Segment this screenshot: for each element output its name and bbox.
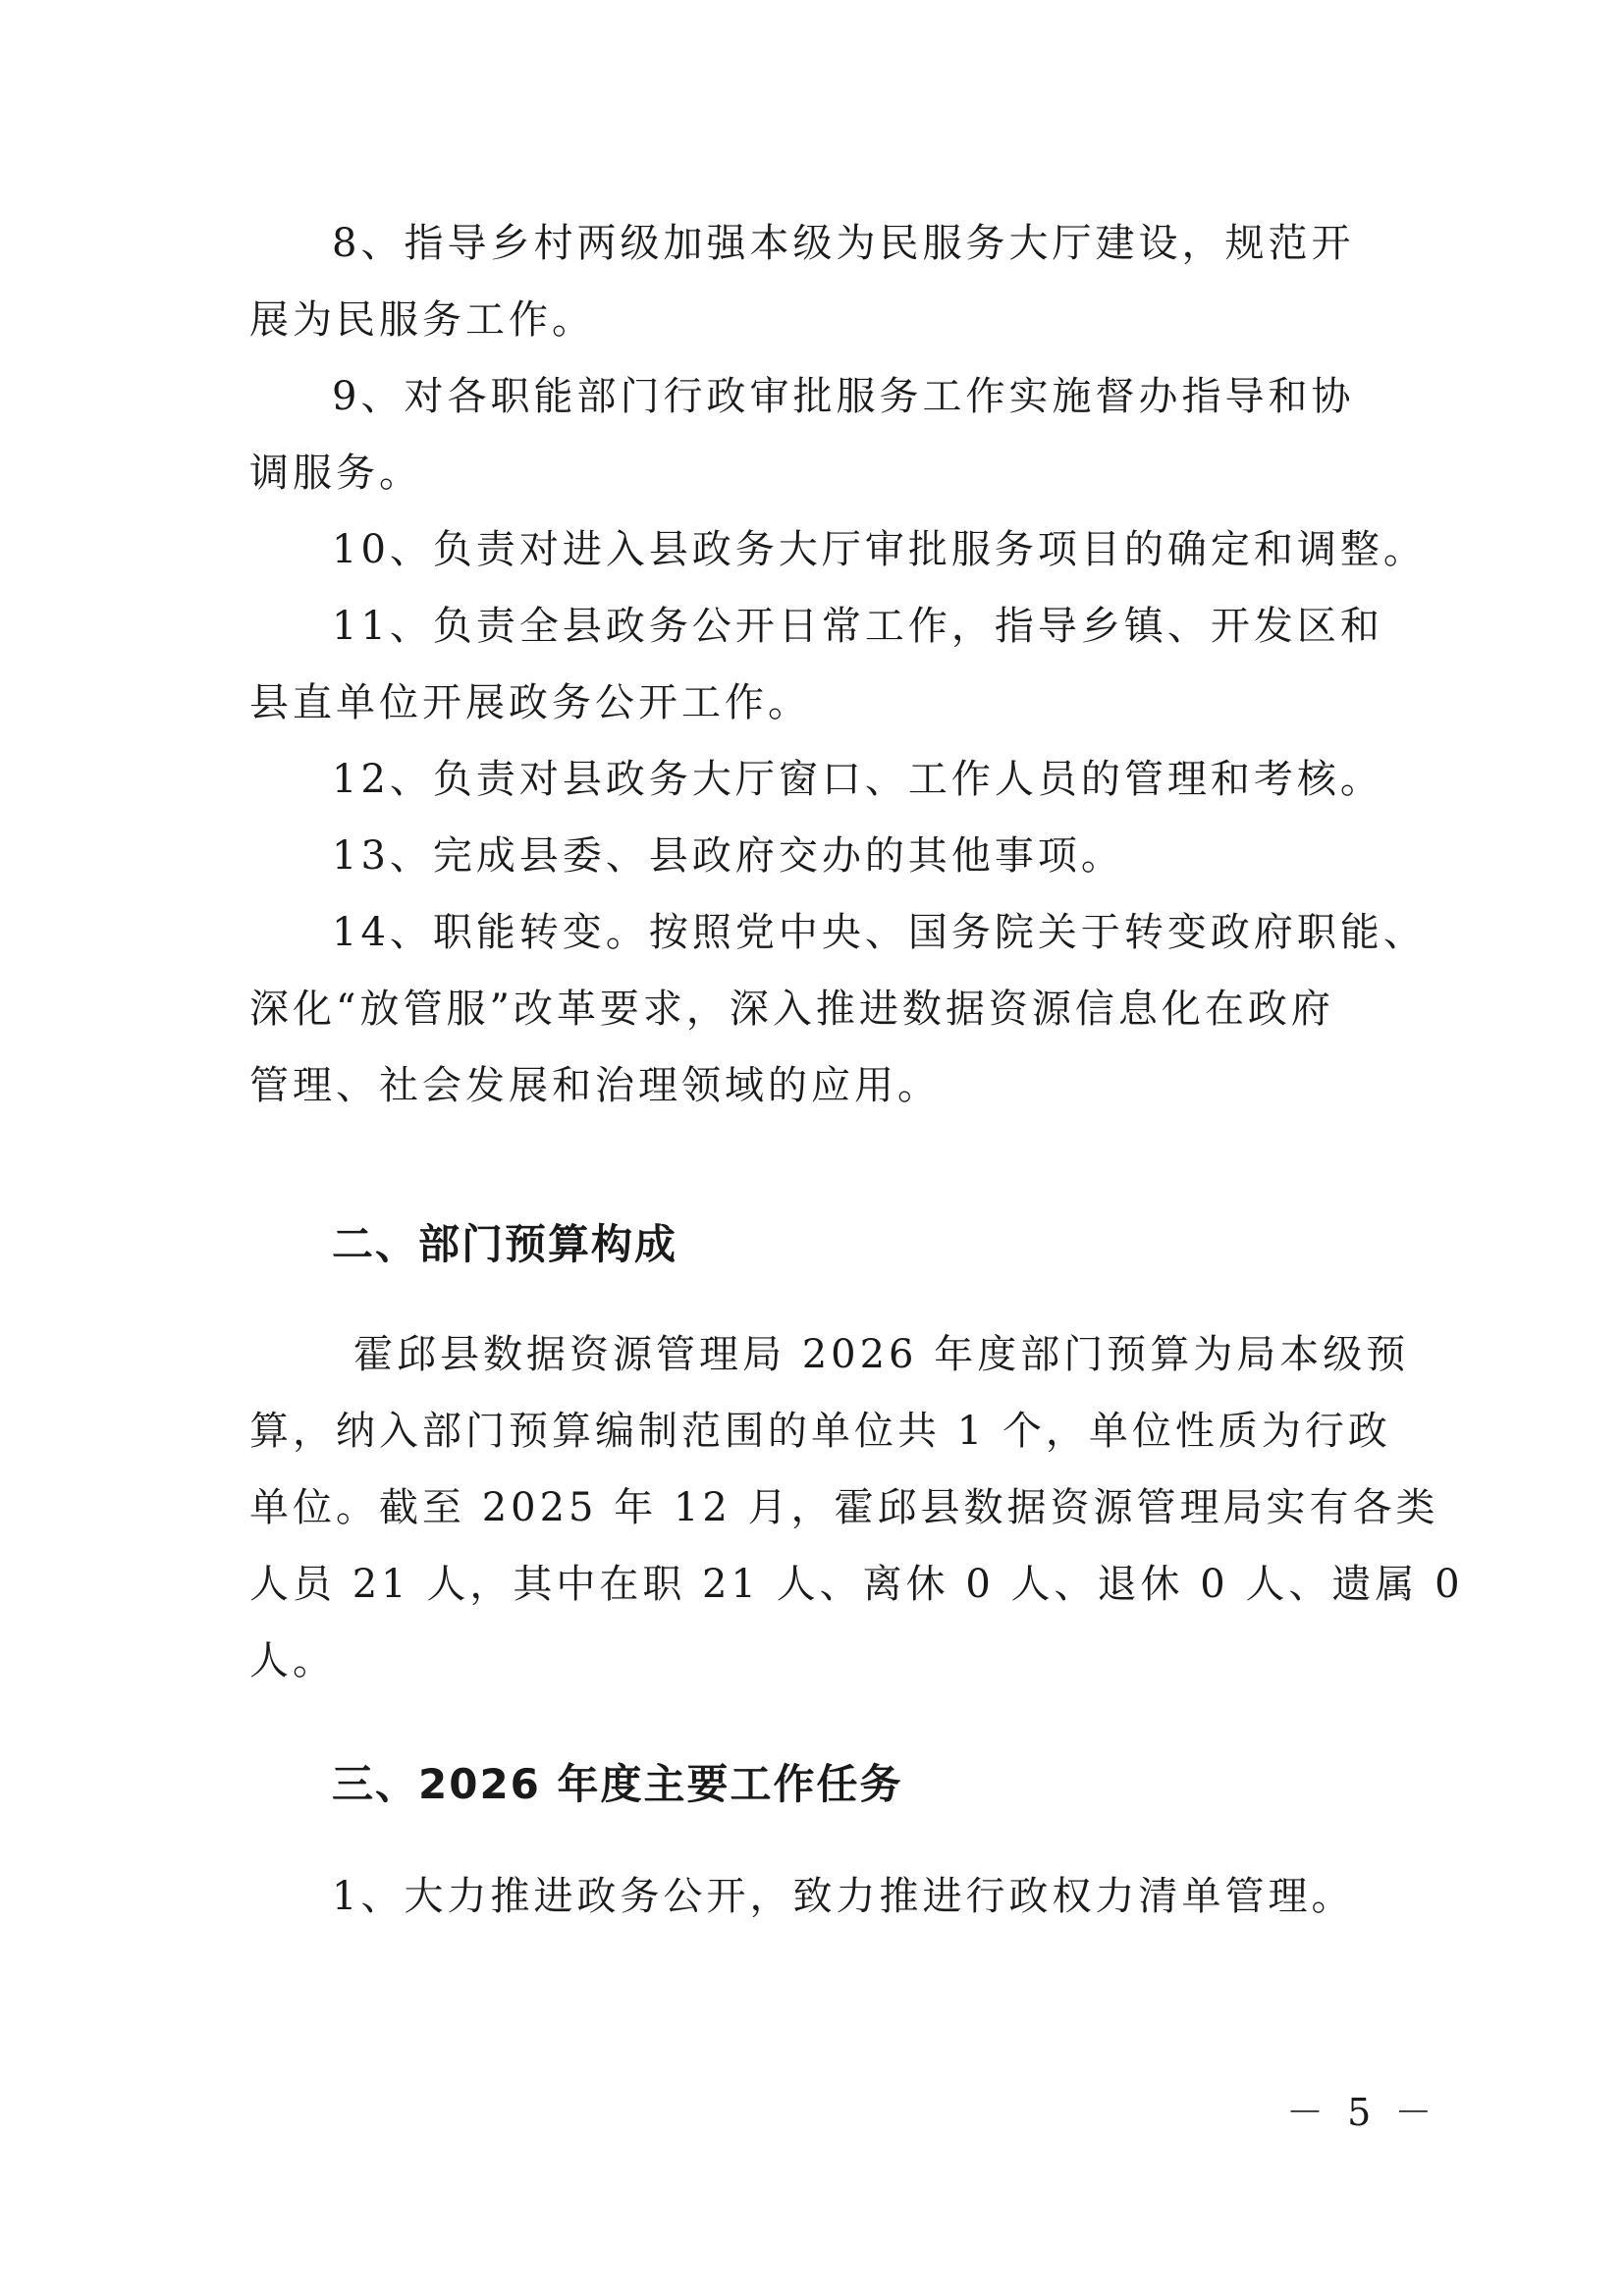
section-2-heading: 二、部门预算构成 xyxy=(332,1220,678,1268)
item-14-line-3: 管理、社会发展和治理领域的应用。 xyxy=(249,1063,941,1108)
section-2-line-5: 人。 xyxy=(249,1638,336,1683)
section-2-line-3: 单位。截至 2025 年 12 月，霍邱县数据资源管理局实有各类 xyxy=(249,1485,1439,1530)
section-2-line-2: 算，纳入部门预算编制范围的单位共 1 个，单位性质为行政 xyxy=(249,1409,1391,1454)
item-8-line-1: 8、指导乡村两级加强本级为民服务大厅建设，规范开 xyxy=(332,221,1355,266)
section-2-line-1: 霍邱县数据资源管理局 2026 年度部门预算为局本级预 xyxy=(353,1332,1410,1377)
section-2-line-4: 人员 21 人，其中在职 21 人、离休 0 人、退休 0 人、遗属 0 xyxy=(249,1562,1464,1607)
item-8-line-2: 展为民服务工作。 xyxy=(249,297,595,343)
item-9-line-1: 9、对各职能部门行政审批服务工作实施督办指导和协 xyxy=(332,374,1355,419)
item-12-line-1: 12、负责对县政务大厅窗口、工作人员的管理和考核。 xyxy=(332,757,1383,802)
item-14-line-1: 14、职能转变。按照党中央、国务院关于转变政府职能、 xyxy=(332,910,1427,955)
item-10-line-1: 10、负责对进入县政务大厅审批服务项目的确定和调整。 xyxy=(332,527,1427,572)
item-11-line-2: 县直单位开展政务公开工作。 xyxy=(249,680,811,725)
page-number: － 5 － xyxy=(1286,2091,1438,2134)
item-14-line-2: 深化“放管服”改革要求，深入推进数据资源信息化在政府 xyxy=(249,987,1334,1032)
item-13-line-1: 13、完成县委、县政府交办的其他事项。 xyxy=(332,833,1124,879)
item-11-line-1: 11、负责全县政务公开日常工作，指导乡镇、开发区和 xyxy=(332,604,1383,649)
section-3-task-1: 1、大力推进政务公开，致力推进行政权力清单管理。 xyxy=(332,1874,1355,1919)
item-9-line-2: 调服务。 xyxy=(249,451,422,496)
section-3-heading: 三、2026 年度主要工作任务 xyxy=(332,1760,903,1808)
